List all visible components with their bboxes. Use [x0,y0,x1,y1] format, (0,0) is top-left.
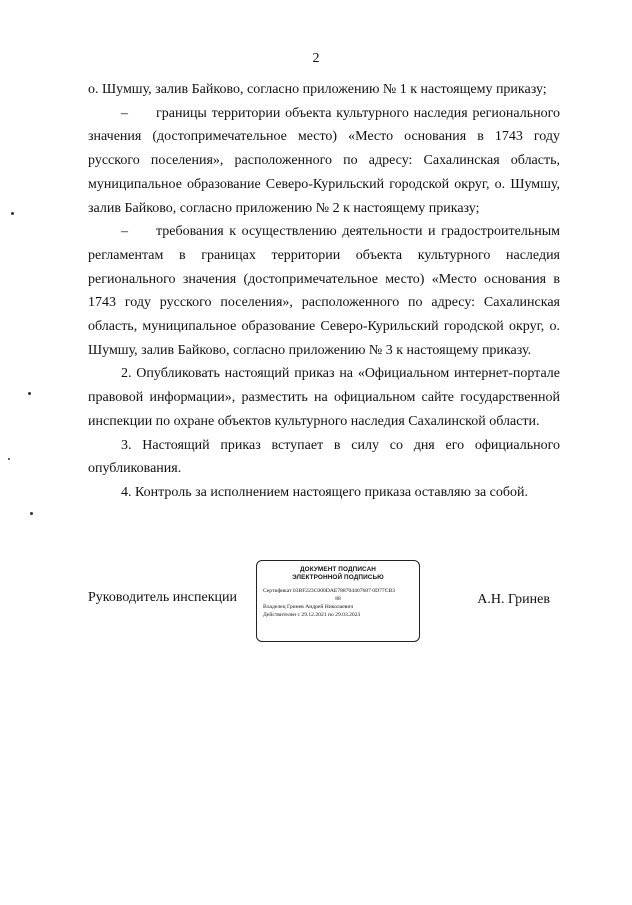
signatory-name: А.Н. Гринев [477,592,550,607]
scan-speck [28,392,31,395]
scan-speck [8,458,10,460]
stamp-header-line2: ЭЛЕКТРОННОЙ ПОДПИСЬЮ [292,574,384,581]
page-number: 2 [312,51,320,66]
scan-speck [11,212,14,215]
signature-block [88,560,560,644]
stamp-owner: Владелец Гринев Андрей Николаевич [263,604,354,610]
paragraph-control: 4. Контроль за исполнением настоящего приказа оставляю за собой. [121,484,529,500]
scan-speck [30,512,33,515]
stamp-certificate: Сертификат 03BF223C000DAE788704407687 0D77CB3 [263,588,395,594]
electronic-signature-stamp [256,560,420,642]
paragraph-requirements-item: – требования к осуществлению деятельности и градостроительным регламентам в границах территории объекта культурного наследия регионального значения (достопримечательное место) «Место основания в 1743 году русского поселения», расположенного по адресу: Сахалинская область, муниципальное образование Северо-Курильский городской округ, о. Шумшу, залив Байково, согласно приложению № 3 к настоящему приказу. [88,224,560,358]
stamp-validity: Действителен с 29.12.2021 по 29.03.2023 [263,612,361,618]
paragraph-boundaries-item: – границы территории объекта культурного наследия регионального значения (достопримечательное место) «Место основания в 1743 году русского поселения», расположенного по адресу: Сахалинская область, муниципальное образование Северо-Курильский городской округ, о. Шумшу, залив Байково, согласно приложению № 2 к настоящему приказу; [88,105,560,216]
paragraph-effective: 3. Настоящий приказ вступает в силу со дня его официального опубликования. [88,437,560,477]
signatory-title: Руководитель инспекции [88,590,237,605]
paragraph-continuation: о. Шумшу, залив Байково, согласно приложению № 1 к настоящему приказу; [88,82,547,97]
document-body [88,78,560,505]
stamp-header-line1: ДОКУМЕНТ ПОДПИСАН [299,566,377,573]
stamp-certificate-tail: 88 [335,596,341,602]
paragraph-publish: 2. Опубликовать настоящий приказ на «Официальном интернет-портале правовой информации», разместить на официальном сайте государственной инспекции по охране объектов культурного наследия Сахалинской области. [88,366,560,429]
